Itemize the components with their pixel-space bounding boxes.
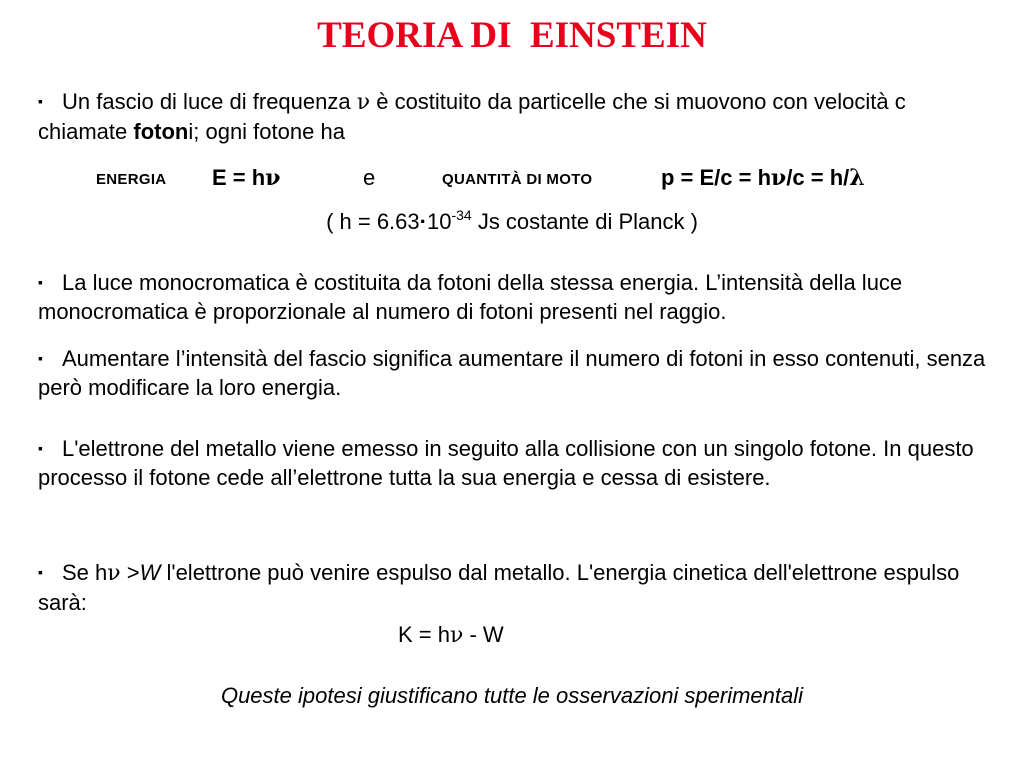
kinetic-text-b: - W xyxy=(463,622,504,647)
conclusion-text: Queste ipotesi giustificano tutte le osservazioni sperimentali xyxy=(220,683,804,708)
p5-text-a: Se h xyxy=(62,560,108,585)
p3-text: Aumentare l’intensità del fascio significa aumentare il numero di fotoni in esso contenuti, senza però modificare la loro energia. xyxy=(38,346,986,400)
nu-symbol: ν xyxy=(356,90,371,115)
bullet-icon: ▪ xyxy=(38,93,43,109)
nu-symbol: ν xyxy=(771,165,787,191)
moto-formula-b: /c = h/ xyxy=(786,165,850,190)
planck-dot: · xyxy=(419,209,427,234)
paragraph-photons xyxy=(38,87,998,146)
connector-e: e xyxy=(363,165,376,190)
bullet-icon: ▪ xyxy=(38,350,43,366)
p5-text-c: l'elettrone può venire espulso dal metallo. L'energia cinetica dell'elettrone espulso sarà: xyxy=(38,560,960,615)
nu-symbol: ν xyxy=(107,561,121,586)
work-function-symbol: W xyxy=(139,560,161,585)
planck-text-c: Js costante di Planck ) xyxy=(471,209,698,234)
p1-text-c: i; ogni fotone ha xyxy=(188,119,345,144)
nu-symbol: ν xyxy=(265,165,281,191)
kinetic-text-a: K = h xyxy=(398,622,450,647)
paragraph-intensity xyxy=(38,344,998,402)
p1-text-a: Un fascio di luce di frequenza xyxy=(62,89,357,114)
p5-text-b: > xyxy=(120,560,140,585)
p1-text-b: è costituito da particelle che si muovono con velocità c chiamate xyxy=(38,89,906,144)
nu-symbol: ν xyxy=(449,623,464,648)
paragraph-monochromatic xyxy=(38,268,998,326)
planck-exponent: -34 xyxy=(451,207,472,223)
lambda-symbol: λ xyxy=(849,165,865,191)
planck-text-b: 10 xyxy=(426,209,452,234)
planck-text-a: ( h = 6.63 xyxy=(326,209,420,234)
bullet-icon: ▪ xyxy=(38,440,43,456)
moto-formula-a: p = E/c = h xyxy=(661,165,772,190)
planck-constant-line xyxy=(0,207,1024,236)
p2-text: La luce monocromatica è costituita da fotoni della stessa energia. L’intensità della luce monocromatica è proporzionale al numero di fotoni presenti nel raggio. xyxy=(38,270,903,324)
bullet-icon: ▪ xyxy=(38,274,43,290)
p4-text: L'elettrone del metallo viene emesso in seguito alla collisione con un singolo fotone. In questo processo il fotone cede all’elettrone tutta la sua energia e cessa di esistere. xyxy=(38,436,974,490)
bullet-icon: ▪ xyxy=(38,564,43,580)
p1-bold-term: foton xyxy=(133,119,189,144)
paragraph-collision xyxy=(38,434,998,492)
slide-title: TEORIA DI EINSTEIN xyxy=(317,15,707,56)
energia-formula xyxy=(212,163,280,193)
moto-label: QUANTITÀ DI MOTO xyxy=(442,171,593,188)
paragraph-threshold xyxy=(38,558,998,617)
energia-formula-a: E = h xyxy=(212,165,266,190)
moto-formula xyxy=(661,163,865,193)
energia-label: ENERGIA xyxy=(96,171,167,188)
